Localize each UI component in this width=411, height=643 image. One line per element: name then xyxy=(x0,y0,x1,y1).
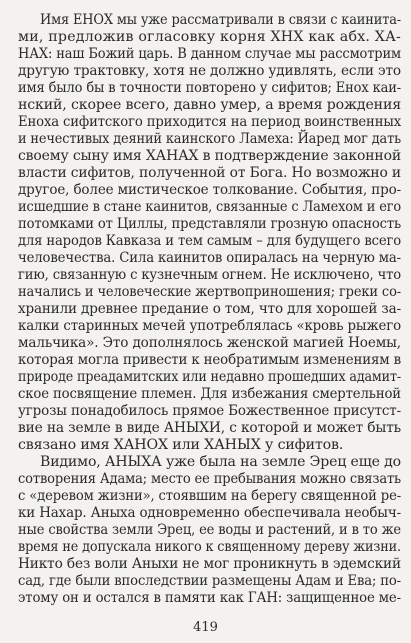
text-line: другое, более мистическое толкование. События, про- xyxy=(18,182,402,198)
text-line: для народов Кавказа и тем самым – для будущего всего xyxy=(18,233,401,249)
text-line: власти сифитов, полученной от Бога. Но возможно и xyxy=(18,165,401,181)
text-line: НАХ: наш Божий царь. В данном случае мы рассмотрим xyxy=(18,46,401,62)
text-line: связано имя ХАНОХ или ХАНЫХ у сифитов. xyxy=(18,437,344,453)
text-line: ки Нахар. Аныха одновременно обеспечивала необыч- xyxy=(18,505,401,521)
text-line: сад, где были впоследствии размещены Адам и Ева; по- xyxy=(18,573,401,589)
text-line: ми, предложив огласовку корня ХНХ как абх. ХА- xyxy=(18,29,402,45)
text-line: имя было бы в точности повторено у сифитов; Енох каи- xyxy=(18,80,401,96)
text-line: природе преадамитских или недавно прошедших адамит- xyxy=(18,369,401,385)
text-line: хранили древнее предание о том, что для хорошей за- xyxy=(18,301,401,317)
text-line: гию, связанную с кузнечным огнем. Не исключено, что xyxy=(18,267,402,283)
text-line: этому он и остался в памяти как ГАН: защищенное ме- xyxy=(18,590,401,606)
text-line: которая могла привести к необратимым изменениям в xyxy=(18,352,401,368)
text-line: Еноха сифитского приходится на период воинственных xyxy=(18,114,402,130)
text-line: и нечестивых деяний каинского Ламеха: Йаред мог дать xyxy=(18,131,401,147)
text-line: вие на земле в виде АНЫХИ, с которой и может быть xyxy=(18,420,402,436)
text-line: Никто без воли Аныхи не мог проникнуть в эдемский xyxy=(18,556,401,572)
text-line: человечества. Сила каинитов опиралась на черную ма- xyxy=(18,250,402,266)
page-number: 419 xyxy=(193,620,218,635)
text-line: начались и человеческие жертвоприношения; греки со- xyxy=(18,284,402,300)
text-line: Видимо, АНЫХА уже была на земле Эрец еще до xyxy=(40,454,402,470)
text-line: с «деревом жизни», стоявшим на берегу священной ре- xyxy=(18,488,402,504)
text-line: мальчика». Это дополнялось женской магией Ноемы, xyxy=(18,335,401,351)
text-line: калки старинных мечей употреблялась «кровь рыжего xyxy=(18,318,401,334)
text-line: другую трактовку, хотя не должно удивлять, если это xyxy=(18,63,401,79)
text-line: ское посвящение племен. Для избежания смертельной xyxy=(18,386,401,402)
text-line: время не допускала никого к священному дереву жизни. xyxy=(18,539,401,555)
text-line: угрозы понадобилось прямое Божественное присутст- xyxy=(18,403,401,419)
text-line: ные свойства земли Эрец, ее воды и растений, и в то же xyxy=(18,522,402,538)
text-line: нский, скорее всего, давно умер, а время рождения xyxy=(18,97,402,113)
text-line: потомками от Циллы, представляли грозную опасность xyxy=(18,216,401,232)
text-line: исшедшие в стане каинитов, связанные с Ламехом и его xyxy=(18,199,402,215)
text-line: Имя ЕНОХ мы уже рассматривали в связи с каинита- xyxy=(40,12,401,28)
text-line: сотворения Адама; место ее пребывания можно связать xyxy=(18,471,401,487)
text-line: своему сыну имя ХАНАХ в подтверждение законной xyxy=(18,148,402,164)
